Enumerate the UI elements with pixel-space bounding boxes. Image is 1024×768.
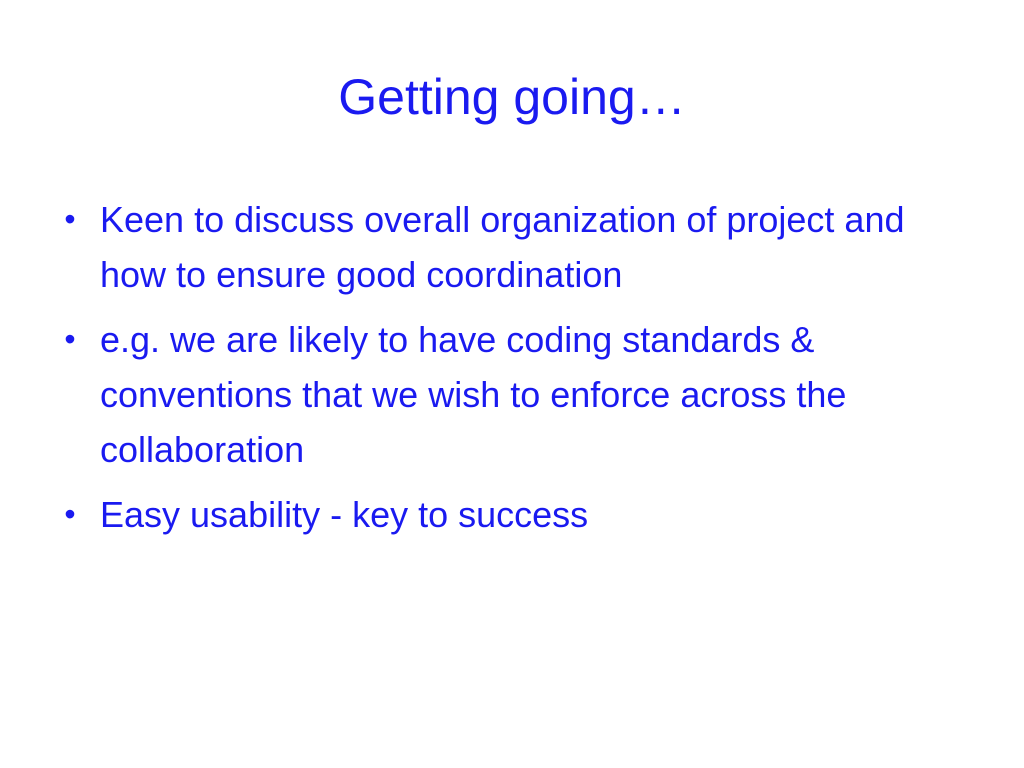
bullet-list xyxy=(56,192,976,552)
bullet-marker-icon: • xyxy=(64,201,76,237)
bullet-item xyxy=(56,192,976,302)
bullet-marker-icon: • xyxy=(64,496,76,532)
bullet-item xyxy=(56,312,976,477)
bullet-marker-icon: • xyxy=(64,321,76,357)
bullet-item xyxy=(56,487,976,542)
bullet-text: Keen to discuss overall organization of project and how to ensure good coordination xyxy=(100,199,905,295)
slide-title: Getting going… xyxy=(338,69,686,125)
bullet-text: e.g. we are likely to have coding standards & conventions that we wish to enforce across the collaboration xyxy=(100,319,847,470)
bullet-text: Easy usability - key to success xyxy=(100,494,589,535)
